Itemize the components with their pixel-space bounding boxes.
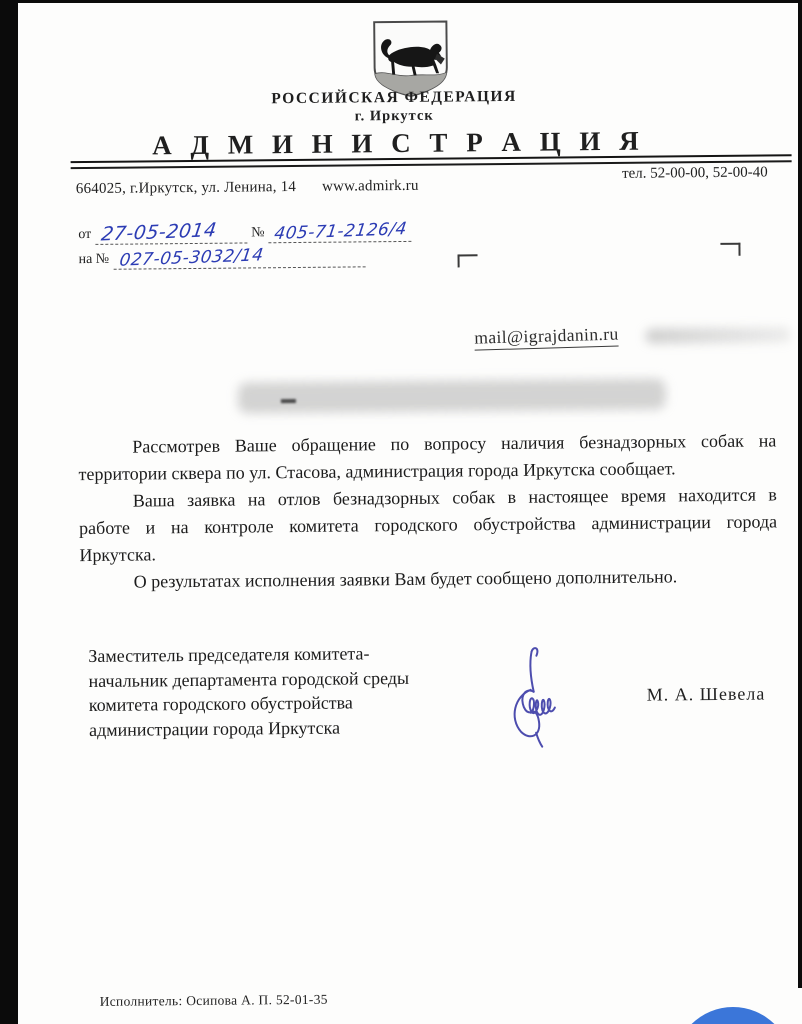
body-line: Рассмотрев Ваше обращение по вопросу наличия безнадзорных собак на bbox=[132, 430, 777, 457]
letterhead-phone: тел. 52-00-00, 52-00-40 bbox=[621, 164, 768, 182]
signer-position-line: Заместитель председателя комитета- bbox=[88, 643, 370, 667]
redaction-smear-right-of-email bbox=[645, 327, 791, 343]
handwritten-outgoing-number: 405-71-2126/4 bbox=[273, 219, 409, 245]
outgoing-number-field bbox=[268, 221, 411, 243]
ref-line-outgoing bbox=[78, 219, 415, 245]
redaction-smear-main bbox=[238, 378, 666, 413]
body-line: Ваша заявка на отлов безнадзорных собак в настоящее время находится в bbox=[132, 484, 777, 511]
reply-label: на № bbox=[78, 251, 110, 268]
signer-position-line: комитета городского обустройства bbox=[88, 692, 353, 716]
signer-position-block bbox=[88, 641, 409, 742]
scan-border-left bbox=[0, 0, 18, 1024]
corner-mark-left-icon bbox=[458, 254, 478, 267]
signer-position-line: администрации города Иркутска bbox=[88, 717, 341, 740]
signature-scribble-icon bbox=[499, 643, 572, 749]
executor-line: Исполнитель: Осипова А. П. 52-01-35 bbox=[99, 991, 328, 1009]
signer-position-line: начальник департамента городской среды bbox=[88, 667, 410, 691]
letterhead-city: г. Иркутск bbox=[354, 107, 434, 125]
redaction-dark-dash bbox=[281, 399, 296, 403]
body-line: работе и на контроле комитета городского обустройства администрации города bbox=[79, 511, 778, 539]
letterhead-address-row bbox=[76, 178, 419, 198]
letterhead-address: 664025, г.Иркутск, ул. Ленина, 14 bbox=[75, 178, 297, 198]
number-label: № bbox=[251, 225, 265, 241]
body-line: Иркутска. bbox=[79, 544, 157, 566]
handwritten-date: 27-05-2014 bbox=[99, 219, 219, 246]
scan-border-top bbox=[0, 0, 802, 3]
recipient-email: mail@igrajdanin.ru bbox=[474, 324, 619, 351]
corner-mark-right-icon bbox=[720, 243, 740, 256]
from-label: от bbox=[78, 226, 92, 243]
body-line: территории сквера по ул. Стасова, администрация города Иркутска сообщает. bbox=[78, 458, 676, 485]
ref-line-incoming bbox=[78, 246, 369, 270]
irkutsk-coat-of-arms-icon bbox=[367, 18, 454, 99]
letterhead-country: РОССИЙСКАЯ ФЕДЕРАЦИЯ bbox=[271, 87, 517, 108]
outgoing-date-field bbox=[95, 220, 247, 244]
letterhead-website: www.admirk.ru bbox=[321, 177, 419, 195]
scan-border-right bbox=[798, 0, 802, 988]
body-line: О результатах исполнения заявки Вам будет сообщено дополнительно. bbox=[133, 566, 678, 592]
handwritten-incoming-number: 027-05-3032/14 bbox=[117, 245, 265, 271]
letter-body bbox=[78, 427, 778, 596]
signer-name: М. А. Шевела bbox=[646, 683, 766, 705]
incoming-number-field bbox=[113, 246, 365, 269]
letterhead-organization: А Д М И Н И С Т Р А Ц И Я bbox=[152, 125, 645, 161]
